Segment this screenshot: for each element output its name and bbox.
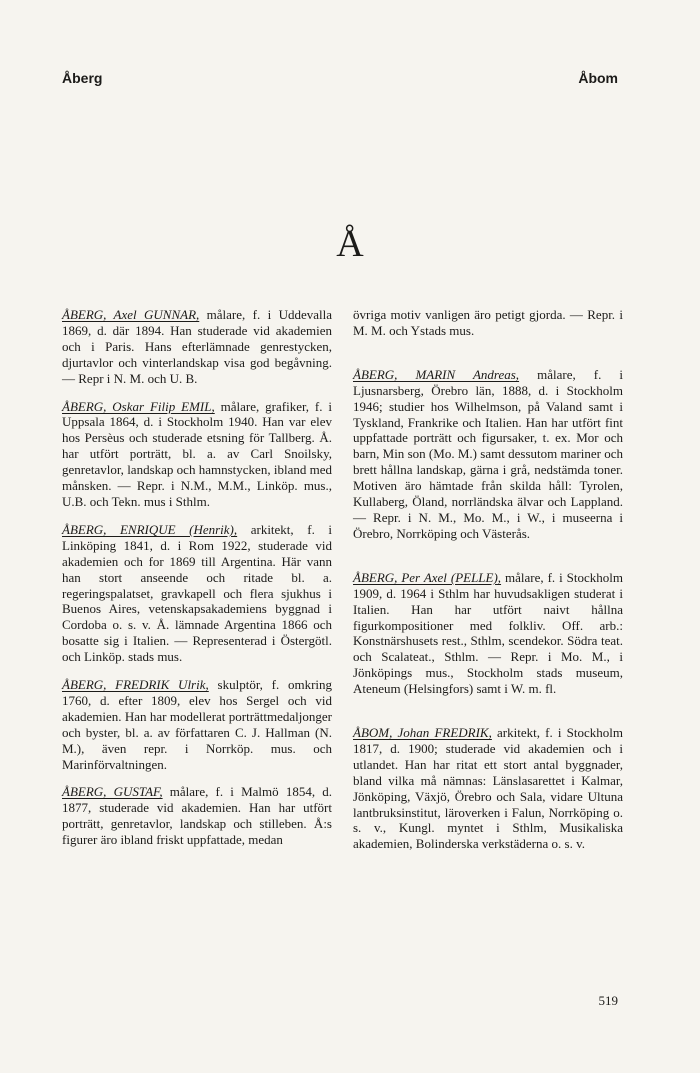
entry-body: målare, grafiker, f. i Uppsala 1864, d. i Stockholm 1940. Han var elev hos Persèus och studerade etsning för Tallberg. Å. har utfört porträtt, bl. a. av Carl Snoilsky, genretavlor, landskap och hamnstycken, ibland med månsken. — Repr. i N.M., M.M., Linköp. mus., U.B. och Tekn. mus i Sthlm. bbox=[62, 398, 332, 509]
entry-name: ÅBERG, MARIN Andreas, bbox=[353, 366, 520, 382]
page-number: 519 bbox=[598, 993, 618, 1008]
entry-body: arkitekt, f. i Linköping 1841, d. i Rom 1922, studerade vid akademien och for 1869 till Argentina. Här vann han stort anseende och ritade bl. a. regeringspalatset, gravkapell och flera sjukhus i Buenos Aires, vetenskapsakademiens byggnad i Cordoba o. s. v. Å. lämnade Argentina 1866 och bosatte sig i Italien. — Representerad i Östergötl. och Linköp. stads mus. bbox=[62, 521, 332, 665]
entry-name: ÅBERG, Axel GUNNAR, bbox=[62, 307, 200, 322]
running-head-left: Åberg bbox=[62, 70, 103, 86]
entry-name: ÅBERG, ENRIQUE (Henrik), bbox=[62, 521, 238, 537]
entry-name: ÅBERG, Oskar Filip EMIL, bbox=[62, 398, 215, 414]
entry-aberg-enrique bbox=[62, 522, 332, 665]
entry-aberg-gustaf bbox=[62, 784, 332, 848]
section-letter: Å bbox=[336, 223, 364, 265]
entry-aberg-fredrik bbox=[62, 677, 332, 772]
entry-name: ÅBERG, FREDRIK Ulrik, bbox=[62, 677, 209, 693]
entry-body: målare, f. i Ljusnarsberg, Örebro län, 1888, d. i Stockholm 1946; studier hos Wilhelmson, på Valand samt i Tyskland, Frankrike och Italien. Han har utfört fint uppfattade porträtt och figursaker, t. ex. Mor och barn, Min son (Mo. M.) samt dessutom mariner och brett hållna landskap, gärna i grå, nedstämda toner. Motiven äro hämtade från skilda håll: Tyrolen, Kullaberg, Öland, norrländska älvar och Lappland. — Repr. i N. M., Mo. M., i W., i museerna i Örebro, Norrköping och Västerås. bbox=[353, 366, 623, 541]
entry-aberg-pelle bbox=[353, 570, 623, 697]
entry-body: målare, f. i Malmö 1854, d. 1877, studerade vid akademien. Han har utfört porträtt, genretavlor, landskap och stilleben. Å:s figurer äro ibland friskt uppfattade, medan bbox=[62, 784, 333, 848]
running-head-right: Åbom bbox=[578, 70, 618, 86]
entry-aberg-gunnar bbox=[62, 307, 332, 387]
entry-continuation: övriga motiv vanligen äro petigt gjorda. — Repr. i M. M. och Ystads mus. bbox=[353, 307, 623, 338]
right-column bbox=[353, 307, 623, 852]
entry-body: målare, f. i Stockholm 1909, d. 1964 i Sthlm har huvudsakligen studerat i Italien. Han har utfört naivt hållna figurkompositioner med folkliv. Off. arb.: Konstnärshusets rest., Sthlm, scendekor. Södra teat. och Scalateat., Sthlm. — Repr. i Mo. M., i Jönköpings mus., Stockholm stads museum, Ateneum (Helsingfors) samt i W. m. fl. bbox=[353, 569, 623, 697]
entry-body: målare, f. i Uddevalla 1869, d. där 1894. Han studerade vid akademien och i Paris. Hans efterlämnade genrestycken, djurtavlor och vinterlandskap visa god begåvning. — Repr i N. M. och U. B. bbox=[62, 307, 332, 386]
entry-body: arkitekt, f. i Stockholm 1817, d. 1900; studerade vid akademien och i utlandet. Han har ritat ett stort antal byggnader, bland vilka må nämnas: Länslasarettet i Kalmar, Jönköping, Växjö, Örebro och Sala, vidare Ultuna lantbruksinstitut, läroverken i Falun, Norrköping o. s. v., Kungl. myntet i Sthlm, Musikaliska akademien, Bolinderska verkstäderna o. s. v. bbox=[353, 725, 624, 852]
entry-aberg-emil bbox=[62, 399, 332, 510]
entry-name: ÅBERG, GUSTAF, bbox=[62, 784, 163, 800]
entry-abom-fredrik bbox=[353, 725, 623, 852]
left-column bbox=[62, 307, 332, 848]
entry-name: ÅBOM, Johan FREDRIK, bbox=[353, 725, 492, 741]
entry-aberg-marin bbox=[353, 367, 623, 542]
entry-name: ÅBERG, Per Axel (PELLE), bbox=[353, 569, 502, 585]
entry-body: skulptör, f. omkring 1760, d. efter 1809, elev hos Sergel och vid akademien. Han har modellerat porträttmedaljonger och byster, bl. a. av författaren C. J. Hallman (N. M.), även repr. i Norrköp. mus. och Marinförvaltningen. bbox=[62, 677, 333, 772]
